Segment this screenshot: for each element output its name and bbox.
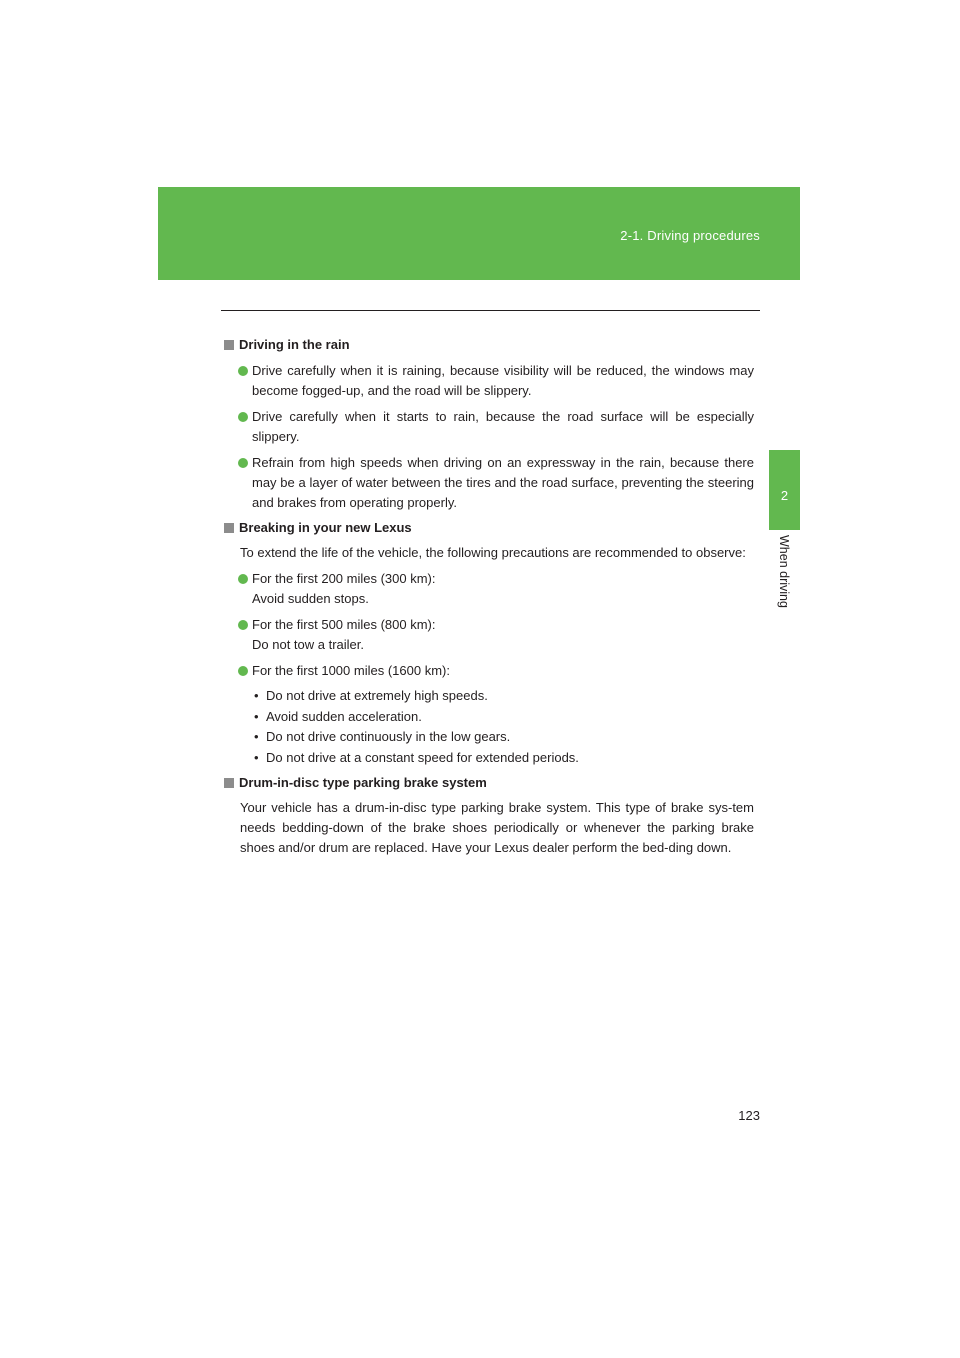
page-content <box>224 330 754 858</box>
section-title: 2-1. Driving procedures <box>620 228 760 243</box>
circle-bullet-icon <box>238 412 248 422</box>
list-item: For the first 200 miles (300 km): Avoid sudden stops. <box>224 569 754 609</box>
chapter-tab <box>769 450 800 530</box>
list-item: Refrain from high speeds when driving on an expressway in the rain, because there may be a layer of water between the tires and the road surface, preventing the steering and brakes from operating properly. <box>224 453 754 513</box>
chapter-label <box>764 535 804 625</box>
square-bullet-icon <box>224 778 234 788</box>
circle-bullet-icon <box>238 666 248 676</box>
circle-bullet-icon <box>238 574 248 584</box>
chapter-number: 2 <box>780 488 789 503</box>
square-bullet-icon <box>224 523 234 533</box>
paragraph: Your vehicle has a drum-in-disc type parking brake system. This type of brake sys-tem needs bedding-down of the brake shoes periodically or whenever the parking brake shoes and/or drum are replaced. Have your Lexus dealer perform the bed-ding down. <box>240 800 754 855</box>
sub-list-item: • Do not drive at a constant speed for extended periods. <box>254 749 579 765</box>
list-item: For the first 500 miles (800 km): Do not tow a trailer. <box>224 615 754 655</box>
list-item: Drive carefully when it starts to rain, because the road surface will be especially slippery. <box>224 407 754 447</box>
sub-list-item: • Do not drive continuously in the low gears. <box>254 729 511 744</box>
divider-rule <box>221 310 760 311</box>
circle-bullet-icon <box>238 366 248 376</box>
section-heading: Driving in the rain <box>224 335 754 355</box>
list-item: Drive carefully when it is raining, because visibility will be reduced, the windows may become fogged-up, and the road will be slippery. <box>224 361 754 401</box>
header-band <box>158 187 800 280</box>
chapter-label-text: When driving <box>777 535 791 608</box>
circle-bullet-icon <box>238 620 248 630</box>
page-number: 123 <box>738 1108 760 1123</box>
circle-bullet-icon <box>238 458 248 468</box>
square-bullet-icon <box>224 340 234 350</box>
list-item: For the first 1000 miles (1600 km): <box>224 661 754 681</box>
section-heading: Drum-in-disc type parking brake system <box>224 773 754 793</box>
sub-list-item: • Avoid sudden acceleration. <box>254 708 422 724</box>
sub-list-item: • Do not drive at extremely high speeds. <box>254 688 488 703</box>
paragraph: To extend the life of the vehicle, the following precautions are recommended to observe: <box>240 545 746 560</box>
section-heading: Breaking in your new Lexus <box>224 518 754 538</box>
